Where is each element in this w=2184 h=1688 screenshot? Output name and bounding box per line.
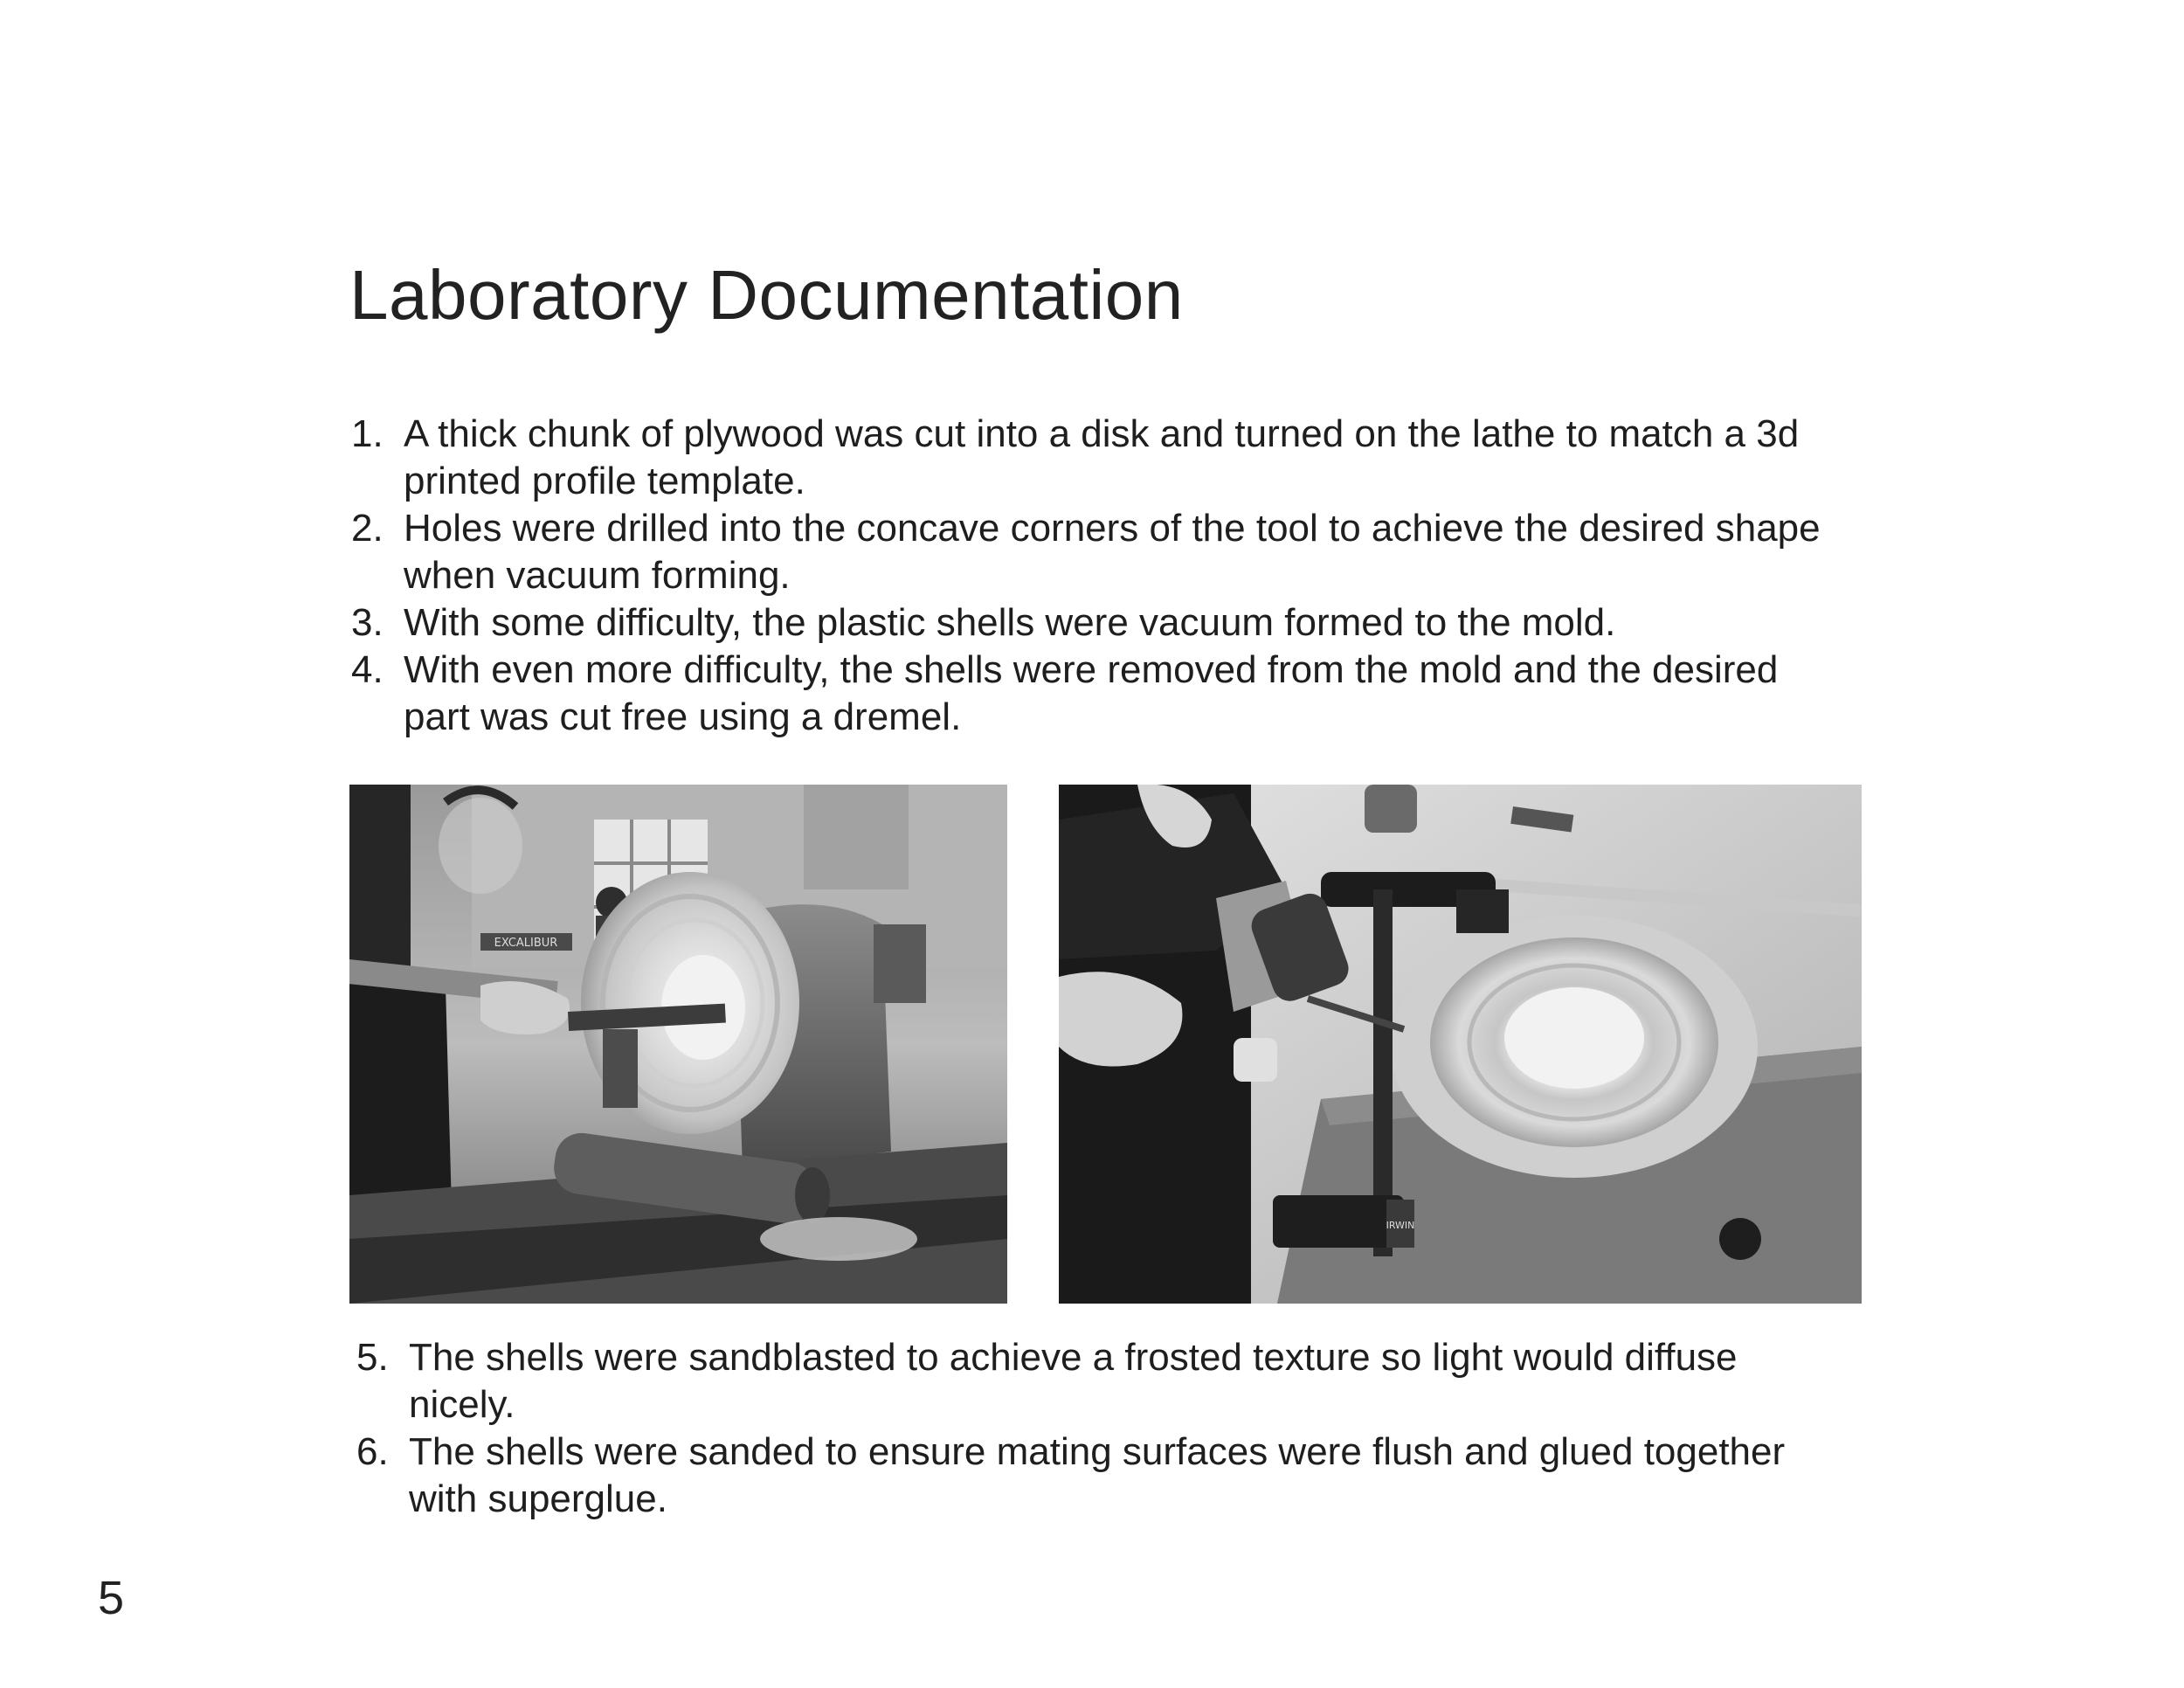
photo-drill-mold xyxy=(1059,785,1862,1304)
photo-lathe-image xyxy=(349,785,1007,1304)
list-item xyxy=(356,1429,1842,1523)
list-item xyxy=(351,505,1836,599)
page-number: 5 xyxy=(98,1572,125,1624)
list-item xyxy=(351,411,1836,505)
step-text: The shells were sandblasted to achieve a frosted texture so light would diffuse nicely. xyxy=(409,1336,1738,1426)
list-item xyxy=(351,599,1836,647)
list-item xyxy=(351,647,1836,741)
steps-list-bottom xyxy=(356,1334,1842,1523)
page-title: Laboratory Documentation xyxy=(349,256,1184,334)
photo-drill-image xyxy=(1059,785,1862,1304)
step-text: A thick chunk of plywood was cut into a disk and turned on the lathe to match a 3d printed profile template. xyxy=(404,412,1800,502)
step-number: 1. xyxy=(351,412,384,455)
step-text: The shells were sanded to ensure mating surfaces were flush and glued together with superglue. xyxy=(409,1430,1786,1520)
step-text: With some difficulty, the plastic shells were vacuum formed to the mold. xyxy=(404,601,1616,644)
step-number: 2. xyxy=(351,507,384,550)
steps-list-top xyxy=(351,411,1836,741)
step-number: 4. xyxy=(351,648,384,691)
step-number: 6. xyxy=(356,1430,389,1473)
photo-lathe-turning xyxy=(349,785,1007,1304)
machine-label: EXCALIBUR xyxy=(494,937,558,950)
step-number: 3. xyxy=(351,601,384,644)
clamp-label: IRWIN xyxy=(1386,1220,1415,1231)
step-text: Holes were drilled into the concave corners of the tool to achieve the desired shape when vacuum forming. xyxy=(404,507,1821,597)
step-number: 5. xyxy=(356,1336,389,1379)
list-item xyxy=(356,1334,1842,1429)
step-text: With even more difficulty, the shells were removed from the mold and the desired part was cut free using a dremel. xyxy=(404,648,1779,738)
